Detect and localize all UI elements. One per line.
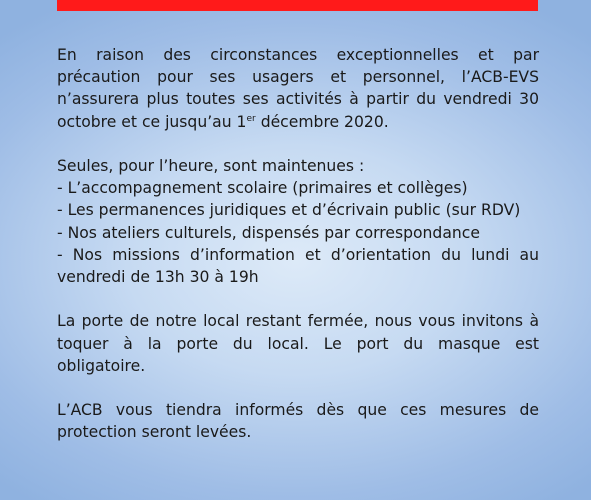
text-line: obligatoire. (57, 356, 146, 375)
top-banner (57, 0, 538, 11)
paragraph-updates (57, 399, 539, 443)
notice-content (57, 44, 539, 466)
text-line: vendredi de 13h 30 à 19h (57, 268, 259, 287)
list-item: - Nos missions d’information et d’orientation du lundi au (57, 245, 539, 264)
text-line: n’assurera plus toutes ses activités à partir du vendredi 30 (57, 90, 539, 109)
paragraph-closure-notice (57, 44, 539, 133)
ordinal-superscript: er (246, 113, 256, 124)
text-segment: octobre et ce jusqu’au 1 (57, 112, 247, 131)
text-line: protection seront levées. (57, 423, 252, 442)
text-line: La porte de notre local restant fermée, nous vous invitons à (57, 312, 539, 331)
paragraph-door-and-mask (57, 310, 539, 377)
list-item: - Les permanences juridiques et d’écrivain public (sur RDV) (57, 201, 521, 220)
text-line: toquer à la porte du local. Le port du masque est (57, 334, 539, 353)
list-item: - Nos ateliers culturels, dispensés par correspondance (57, 223, 480, 242)
text-segment: décembre 2020. (255, 112, 389, 131)
text-line: L’ACB vous tiendra informés dès que ces mesures de (57, 401, 539, 420)
text-line: Seules, pour l’heure, sont maintenues : (57, 157, 365, 175)
text-line: précaution pour ses usagers et personnel, l’ACB-EVS (57, 68, 539, 87)
list-item: - L’accompagnement scolaire (primaires et collèges) (57, 179, 468, 198)
text-line (57, 111, 539, 133)
paragraph-maintained-services (57, 155, 539, 288)
text-line: En raison des circonstances exceptionnelles et par (57, 46, 539, 64)
